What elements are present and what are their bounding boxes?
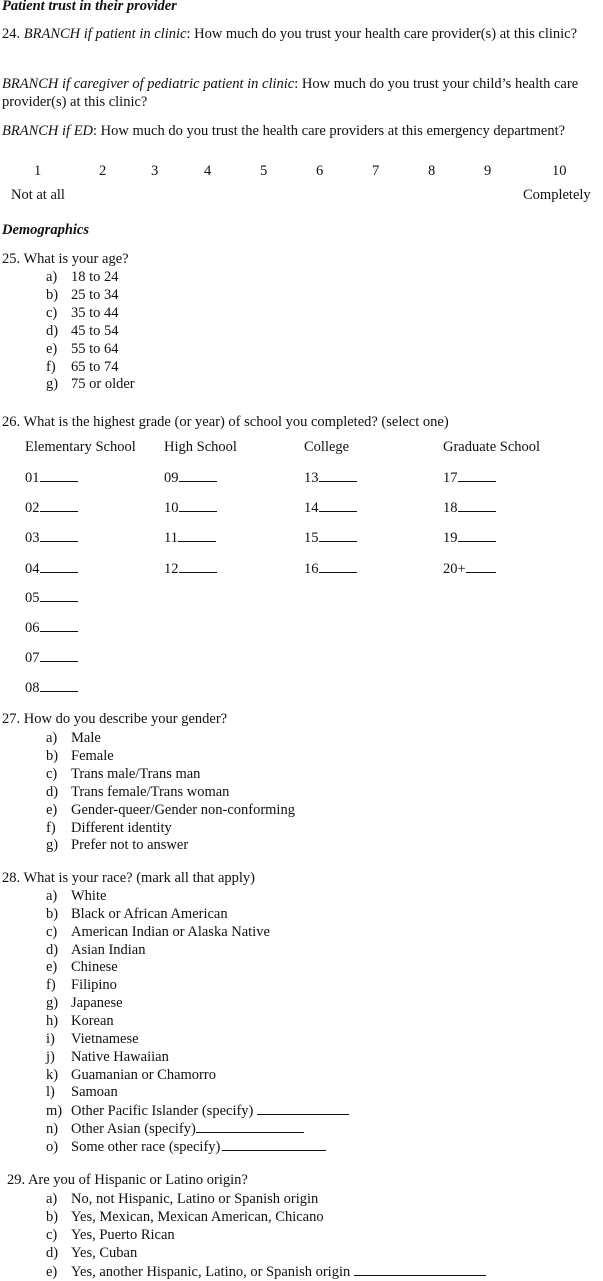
option-letter: e) (46, 959, 58, 976)
branch-label: BRANCH if patient in clinic (23, 26, 187, 42)
option-text: American Indian or Alaska Native (71, 923, 270, 940)
option-text: 75 or older (71, 376, 135, 393)
option-item[interactable] (46, 1084, 118, 1102)
grade-blank[interactable] (458, 529, 496, 542)
grade-code: 10 (164, 500, 179, 516)
option-item[interactable] (46, 924, 270, 942)
grade-blank[interactable] (319, 469, 357, 482)
grade-option[interactable] (443, 469, 496, 488)
option-text: 25 to 34 (71, 286, 119, 303)
option-text: 65 to 74 (71, 358, 119, 375)
option-text: Female (71, 747, 114, 764)
scale-option-5[interactable]: 5 (260, 163, 268, 179)
option-text: Yes, Puerto Rican (71, 1226, 175, 1243)
option-letter: g) (46, 995, 59, 1012)
option-item[interactable] (46, 1049, 169, 1067)
grade-code: 13 (304, 470, 319, 486)
question-24-branch-clinic (2, 26, 592, 44)
option-text: Native Hawaiian (71, 1048, 169, 1065)
option-letter: e) (46, 1263, 58, 1280)
option-item[interactable] (46, 820, 172, 838)
grade-option[interactable] (25, 529, 78, 548)
grade-column-header: College (304, 439, 350, 455)
grade-blank[interactable] (40, 679, 78, 692)
scale-option-1[interactable]: 1 (34, 163, 42, 179)
option-text: Trans female/Trans woman (71, 783, 230, 800)
option-letter: f) (46, 977, 56, 994)
option-letter: l) (46, 1084, 55, 1101)
grade-code: 15 (304, 530, 319, 546)
question-text: : How much do you trust the health care providers at this emergency department? (93, 123, 566, 139)
option-text: Guamanian or Chamorro (71, 1066, 216, 1083)
grade-option[interactable] (443, 529, 496, 548)
grade-blank[interactable] (40, 499, 78, 512)
specify-blank[interactable] (257, 1102, 349, 1115)
option-letter: o) (46, 1138, 59, 1155)
grade-option[interactable] (443, 560, 496, 579)
grade-code: 01 (25, 470, 40, 486)
option-letter: i) (46, 1030, 55, 1047)
option-letter: k) (46, 1066, 59, 1083)
grade-code: 18 (443, 500, 458, 516)
option-item[interactable] (46, 1227, 175, 1245)
grade-option[interactable] (304, 469, 357, 488)
grade-code: 08 (25, 680, 40, 696)
option-item[interactable] (46, 341, 119, 359)
option-text: Some other race (specify) (71, 1138, 221, 1155)
grade-code: 07 (25, 650, 40, 666)
grade-blank[interactable] (319, 529, 357, 542)
option-item[interactable] (46, 1209, 324, 1227)
option-letter: c) (46, 1226, 58, 1243)
grade-code: 03 (25, 530, 40, 546)
specify-blank[interactable] (196, 1120, 304, 1133)
grade-column-header: Graduate School (443, 439, 541, 455)
option-text: Yes, another Hispanic, Latino, or Spanish origin (71, 1263, 351, 1280)
option-text: Other Pacific Islander (specify) (71, 1103, 254, 1120)
scale-option-7[interactable]: 7 (372, 163, 380, 179)
option-item[interactable] (46, 1138, 326, 1157)
option-text: Different identity (71, 819, 172, 836)
section-heading-demographics: Demographics (2, 222, 89, 238)
option-letter: d) (46, 941, 59, 958)
option-item[interactable] (46, 305, 119, 323)
grade-blank[interactable] (319, 499, 357, 512)
option-item[interactable] (46, 730, 101, 748)
question-24-branch-pediatric (2, 76, 600, 112)
option-text: Japanese (71, 995, 123, 1012)
option-item[interactable] (46, 995, 123, 1013)
option-text: Vietnamese (71, 1030, 139, 1047)
option-letter: b) (46, 1208, 59, 1225)
option-letter: f) (46, 819, 56, 836)
option-letter: b) (46, 286, 59, 303)
option-item[interactable] (46, 942, 146, 960)
section-heading-trust: Patient trust in their provider (2, 0, 177, 14)
option-item[interactable] (46, 748, 114, 766)
option-item[interactable] (46, 784, 229, 802)
grade-code: 20+ (443, 561, 466, 577)
question-number: 24. (2, 26, 24, 42)
grade-option[interactable] (304, 499, 357, 518)
grade-blank[interactable] (179, 469, 217, 482)
grade-option[interactable] (164, 499, 217, 518)
question-29: 29. Are you of Hispanic or Latino origin? (7, 1172, 248, 1188)
scale-option-9[interactable]: 9 (484, 163, 492, 179)
question-27: 27. How do you describe your gender? (2, 711, 228, 727)
question-28: 28. What is your race? (mark all that apply) (2, 870, 255, 886)
scale-low-label: Not at all (11, 187, 65, 203)
grade-blank[interactable] (40, 619, 78, 632)
option-text: Samoan (71, 1084, 118, 1101)
option-letter: a) (46, 269, 58, 285)
option-letter: c) (46, 923, 58, 940)
option-item[interactable] (46, 1031, 139, 1049)
option-item[interactable] (46, 802, 295, 820)
grade-code: 02 (25, 500, 40, 516)
grade-code: 09 (164, 470, 179, 486)
option-item[interactable] (46, 977, 117, 995)
scale-option-2[interactable]: 2 (99, 163, 107, 179)
question-text: : How much do you trust your health care provider(s) at this clinic? (186, 26, 578, 42)
option-item[interactable] (46, 1120, 304, 1139)
option-text: 35 to 44 (71, 304, 119, 321)
option-text: 18 to 24 (71, 269, 119, 285)
option-letter: c) (46, 304, 58, 321)
option-text: No, not Hispanic, Latino or Spanish origin (71, 1191, 319, 1207)
scale-option-3[interactable]: 3 (151, 163, 159, 179)
option-item[interactable] (46, 1067, 216, 1085)
option-item[interactable] (46, 1245, 137, 1263)
grade-code: 06 (25, 620, 40, 636)
option-text: Black or African American (71, 905, 228, 922)
grade-blank[interactable] (319, 560, 357, 573)
question-24-branch-ed (2, 123, 565, 141)
option-letter: f) (46, 358, 56, 375)
scale-option-4[interactable]: 4 (204, 163, 212, 179)
option-item[interactable] (46, 837, 188, 855)
option-letter: j) (46, 1048, 55, 1065)
grade-blank[interactable] (458, 469, 496, 482)
grade-blank[interactable] (466, 560, 496, 573)
grade-code: 16 (304, 561, 319, 577)
option-text: 55 to 64 (71, 340, 119, 357)
specify-blank[interactable] (222, 1138, 326, 1151)
option-letter: a) (46, 1191, 58, 1207)
grade-blank[interactable] (40, 529, 78, 542)
branch-label: BRANCH if caregiver of pediatric patient in clinic (2, 76, 295, 92)
question-text: : How much do you trust your child’s health care provider(s) at this clinic? (2, 76, 579, 110)
grade-option[interactable] (25, 649, 78, 668)
option-item[interactable] (46, 1102, 349, 1121)
option-text: Gender-queer/Gender non-conforming (71, 801, 295, 818)
grade-option[interactable] (25, 499, 78, 518)
option-item[interactable] (46, 1013, 114, 1031)
option-letter: h) (46, 1012, 59, 1029)
option-letter: d) (46, 1244, 59, 1261)
option-text: White (71, 888, 107, 904)
scale-high-label: Completely (523, 187, 591, 203)
option-letter: c) (46, 765, 58, 782)
scale-option-8[interactable]: 8 (428, 163, 436, 179)
option-letter: m) (46, 1103, 63, 1120)
grade-option[interactable] (164, 469, 217, 488)
option-letter: b) (46, 905, 59, 922)
option-text: Chinese (71, 959, 118, 976)
option-text: Yes, Cuban (71, 1244, 138, 1261)
grade-blank[interactable] (179, 560, 217, 573)
grade-blank[interactable] (458, 499, 496, 512)
grade-option[interactable] (25, 589, 78, 608)
scale-option-6[interactable]: 6 (316, 163, 324, 179)
option-item[interactable] (46, 287, 119, 305)
option-item[interactable] (46, 888, 106, 906)
option-text: Asian Indian (71, 941, 146, 958)
grade-blank[interactable] (40, 649, 78, 662)
grade-option[interactable] (304, 560, 357, 579)
option-text: 45 to 54 (71, 322, 119, 339)
grade-option[interactable] (443, 499, 496, 518)
option-item[interactable] (46, 1263, 486, 1281)
grade-option[interactable] (25, 679, 78, 698)
grade-column-header: High School (164, 439, 237, 455)
option-letter: e) (46, 801, 58, 818)
option-item[interactable] (46, 323, 119, 341)
option-item[interactable] (46, 959, 118, 977)
option-item[interactable] (46, 1191, 318, 1209)
option-text: Male (71, 730, 101, 746)
option-letter: n) (46, 1121, 59, 1138)
grade-code: 14 (304, 500, 319, 516)
option-letter: e) (46, 340, 58, 357)
grade-blank[interactable] (40, 469, 78, 482)
grade-option[interactable] (25, 469, 78, 488)
option-item[interactable] (46, 376, 135, 394)
option-text: Trans male/Trans man (71, 765, 201, 782)
grade-option[interactable] (164, 529, 216, 548)
scale-option-10[interactable]: 10 (552, 163, 567, 179)
option-item[interactable] (46, 766, 200, 784)
grade-code: 12 (164, 561, 179, 577)
grade-blank[interactable] (40, 589, 78, 602)
grade-option[interactable] (25, 619, 78, 638)
grade-column-header: Elementary School (25, 439, 136, 455)
option-item[interactable] (46, 359, 119, 377)
branch-label: BRANCH if ED (2, 123, 94, 139)
specify-blank[interactable] (354, 1263, 486, 1276)
grade-code: 19 (443, 530, 458, 546)
grade-blank[interactable] (40, 560, 78, 573)
option-text: Yes, Mexican, Mexican American, Chicano (71, 1208, 324, 1225)
grade-code: 05 (25, 590, 40, 606)
option-text: Korean (71, 1012, 114, 1029)
grade-option[interactable] (304, 529, 357, 548)
grade-blank[interactable] (179, 499, 217, 512)
question-26: 26. What is the highest grade (or year) of school you completed? (select one) (2, 414, 449, 430)
grade-code: 11 (164, 530, 178, 546)
grade-option[interactable] (164, 560, 217, 579)
grade-blank[interactable] (178, 529, 216, 542)
question-25: 25. What is your age? (2, 251, 129, 267)
option-letter: g) (46, 376, 59, 393)
grade-code: 04 (25, 561, 40, 577)
grade-option[interactable] (25, 560, 78, 579)
option-text: Other Asian (specify) (71, 1121, 196, 1138)
option-item[interactable] (46, 269, 119, 287)
option-letter: a) (46, 888, 58, 904)
option-text: Prefer not to answer (71, 837, 189, 854)
option-text: Filipino (71, 977, 117, 994)
option-letter: a) (46, 730, 58, 746)
option-letter: d) (46, 783, 59, 800)
option-letter: g) (46, 837, 59, 854)
option-letter: b) (46, 747, 59, 764)
option-letter: d) (46, 322, 59, 339)
option-item[interactable] (46, 906, 228, 924)
grade-code: 17 (443, 470, 458, 486)
